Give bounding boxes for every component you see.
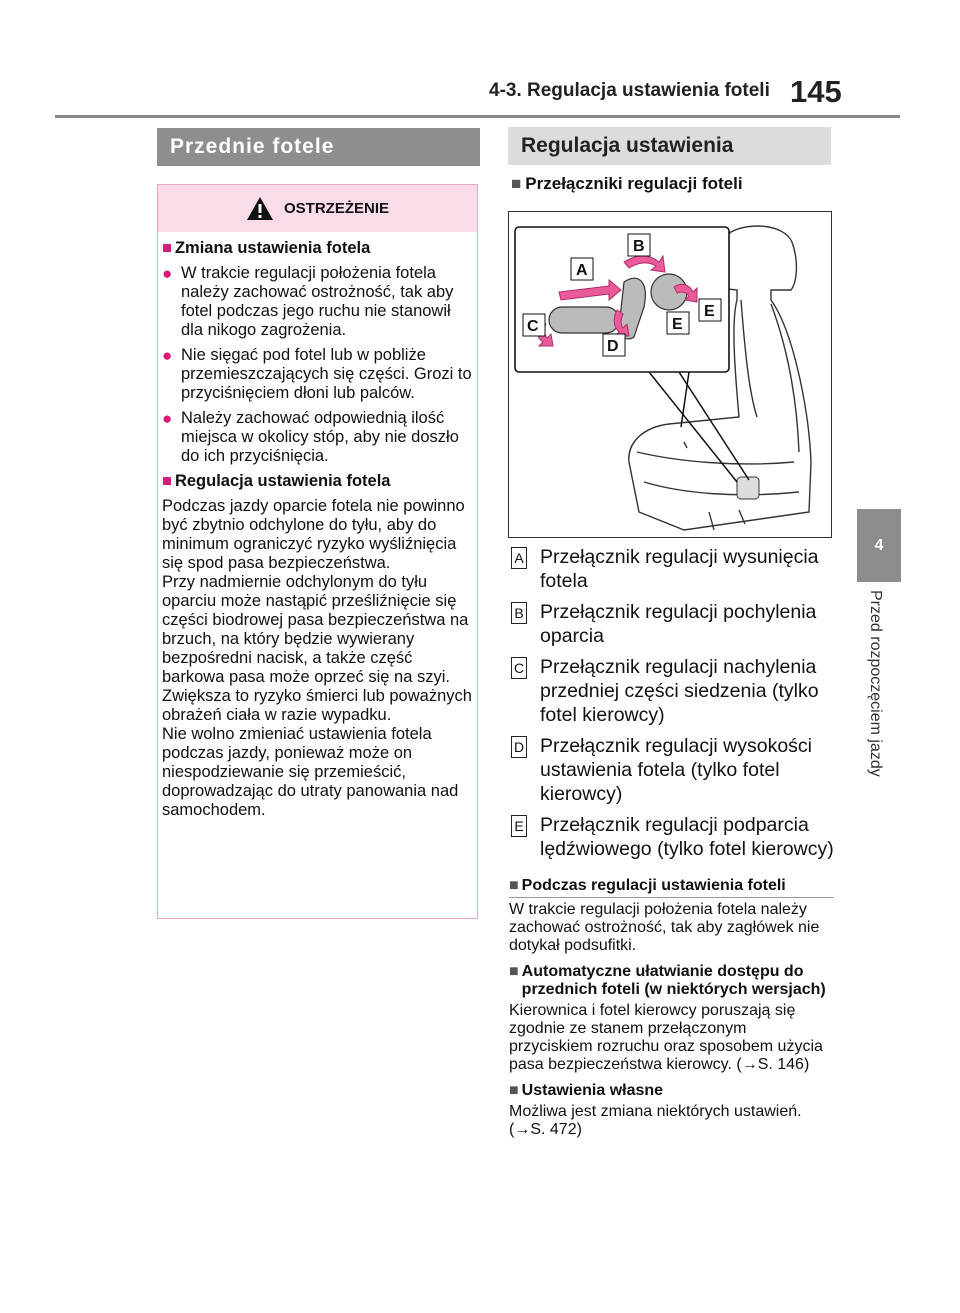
warning-triangle-icon (246, 196, 274, 221)
warning-bullet: ● W trakcie regulacji położenia fotela należy zachować ostrożność, tak aby fotel podczas jego ruchu nie stanowił dla nikogo zagrożenia. (162, 264, 454, 339)
warning-header (158, 185, 477, 232)
warning-heading: OSTRZEŻENIE (283, 200, 389, 217)
list-item: E Przełącznik regulacji podparcia lędźwiowego (tylko fotel kierowcy) (511, 813, 836, 861)
warning-paragraph: Podczas jazdy oparcie fotela nie powinno być zbytnio odchylone do tyłu, aby do minimum ograniczyć ryzyko wyśliźnięcia się spod pasa bezpieczeństwa. (162, 497, 465, 572)
note-body: Możliwa jest zmiana niektórych ustawień. (→S. 472) (509, 1103, 802, 1138)
warning-paragraph: Przy nadmiernie odchylonym do tyłu oparciu może nastąpić prześliźnięcie się części biodrowej pasa bezpieczeństwa na brzuch, na który będzie wywierany bezpośredni nacisk, a także część barkowa pasa może oprzeć się na szyi. Zwiększa to ryzyko śmierci lub poważnych obrażeń ciała w razie wypadku. (162, 573, 472, 724)
figure-label-b: B (633, 238, 645, 255)
list-item: A Przełącznik regulacji wysunięcia fotela (511, 545, 836, 593)
notes-section (509, 877, 834, 1147)
list-item: D Przełącznik regulacji wysokości ustawienia fotela (tylko fotel kierowcy) (511, 734, 836, 806)
header-title: 4-3. Regulacja ustawienia foteli (489, 80, 770, 101)
bullet-dot-icon: ● (162, 409, 173, 428)
square-bullet-icon: ■ (509, 877, 519, 894)
item-label: E (511, 815, 527, 837)
chapter-number: 4 (874, 536, 884, 554)
figure-label-e: E (672, 316, 683, 333)
square-bullet-icon: ■ (162, 239, 172, 257)
note-title: ■ Podczas regulacji ustawienia foteli (509, 877, 834, 898)
item-label: B (511, 602, 527, 624)
figure-label-e-2: E (704, 303, 715, 320)
chapter-label: Przed rozpoczęciem jazdy (867, 590, 884, 777)
note-title: ■ Automatyczne ułatwianie dostępu do przednich foteli (w niektórych wersjach) (509, 963, 826, 998)
seat-illustration (509, 212, 831, 537)
list-item: B Przełącznik regulacji pochylenia oparcia (511, 600, 836, 648)
square-bullet-icon: ■ (162, 472, 172, 490)
section-title-adjustment: Regulacja ustawienia (508, 127, 831, 165)
switch-list (511, 545, 836, 868)
header-rule (55, 115, 900, 118)
bullet-dot-icon: ● (162, 346, 173, 365)
warning-paragraph: Nie wolno zmieniać ustawienia fotela podczas jazdy, ponieważ może on niespodziewanie się przemieścić, doprowadzając do utraty panowania nad samochodem. (162, 725, 459, 819)
figure-label-a: A (576, 262, 588, 279)
item-label: A (511, 547, 527, 569)
figure-label-d: D (607, 338, 619, 355)
item-label: D (511, 736, 527, 758)
note-body: W trakcie regulacji położenia fotela należy zachować ostrożność, tak aby zagłówek nie dotykał podsufitki. (509, 901, 820, 954)
square-bullet-icon: ■ (511, 174, 522, 193)
item-label: C (511, 657, 527, 679)
page-number: 145 (790, 74, 842, 109)
square-bullet-icon: ■ (509, 963, 519, 980)
note-title: ■ Ustawienia własne (509, 1082, 664, 1099)
warning-subtitle-2: ■ Regulacja ustawienia fotela (162, 472, 391, 490)
chapter-tab (857, 509, 901, 582)
warning-bullet: ● Należy zachować odpowiednią ilość miejsca w okolicy stóp, aby nie doszło do ich przyciśnięcia. (162, 409, 459, 465)
list-item: C Przełącznik regulacji nachylenia przedniej części siedzenia (tylko fotel kierowcy) (511, 655, 836, 727)
warning-subtitle-1: ■ Zmiana ustawienia fotela (162, 239, 371, 257)
bullet-dot-icon: ● (162, 264, 173, 283)
section-title-front-seats: Przednie fotele (157, 128, 480, 166)
figure-label-c: C (527, 318, 539, 335)
warning-bullet: ● Nie sięgać pod fotel lub w pobliże przemieszczających się części. Grozi to przyciśnięciem dłoni lub palców. (162, 346, 472, 402)
square-bullet-icon: ■ (509, 1082, 519, 1099)
note-body: Kierownica i fotel kierowcy poruszają się zgodnie ze stanem przełączonym przyciskiem rozruchu oraz sposobem użycia pasa bezpieczeństwa kierowcy. (→S. 146) (509, 1002, 823, 1073)
subsection-title: ■ Przełączniki regulacji foteli (511, 174, 743, 193)
seat-switch-figure (508, 211, 832, 538)
warning-box (157, 184, 478, 919)
